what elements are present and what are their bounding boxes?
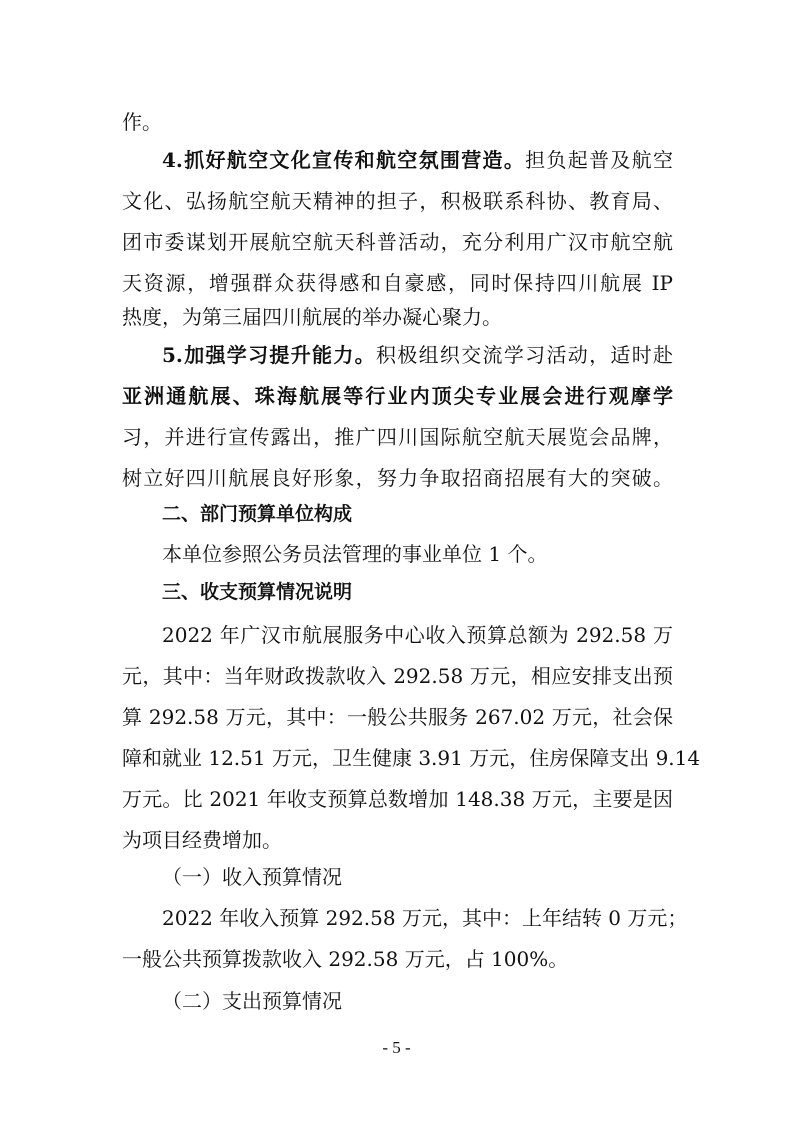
page-number: - 5 - [382, 1038, 411, 1057]
paragraph-line: 万元。比 2021 年收支预算总数增加 148.38 万元，主要是因 [122, 787, 673, 811]
paragraph-line: 作。 [122, 110, 162, 134]
paragraph-line: 算 292.58 万元，其中：一般公共服务 267.02 万元，社会保 [122, 705, 673, 729]
paragraph-line: 热度，为第三届四川航展的举办凝心聚力。 [122, 305, 502, 329]
paragraph-line: 天资源，增强群众获得感和自豪感，同时保持四川航展 IP [122, 271, 673, 295]
paragraph-line: 团市委谋划开展航空航天科普活动，充分利用广汉市航空航 [122, 230, 673, 254]
paragraph-line: 习，并进行宣传露出，推广四川国际航空航天展览会品牌， [122, 425, 673, 449]
paragraph-line: 元，其中：当年财政拨款收入 292.58 万元，相应安排支出预 [122, 664, 673, 688]
section-heading: 二、部门预算单位构成 [162, 503, 353, 525]
line-text: 积极组织交流学习活动，适时赴 [375, 343, 674, 367]
item-heading: 5.加强学习提升能力。 [162, 343, 376, 367]
paragraph-line: 文化、弘扬航空航天精神的担子，积极联系科协、教育局、 [122, 189, 673, 213]
subsection-heading: （一）收入预算情况 [162, 865, 342, 889]
paragraph-line: 本单位参照公务员法管理的事业单位 1 个。 [162, 542, 548, 566]
subsection-heading: （二）支出预算情况 [162, 989, 342, 1013]
paragraph-line: 为项目经费增加。 [122, 828, 282, 852]
paragraph-line: 2022 年收入预算 292.58 万元，其中：上年结转 0 万元； [162, 906, 688, 930]
paragraph-line [162, 335, 673, 375]
paragraph-line [162, 140, 673, 180]
paragraph-line: 树立好四川航展良好形象，努力争取招商招展有大的突破。 [122, 466, 673, 490]
item-heading: 4.抓好航空文化宣传和航空氛围营造。 [162, 148, 526, 172]
line-text: 担负起普及航空 [525, 148, 673, 172]
section-heading: 三、收支预算情况说明 [162, 581, 353, 603]
paragraph-line: 亚洲通航展、珠海航展等行业内顶尖专业展会进行观摩学 [122, 384, 673, 408]
paragraph-line: 障和就业 12.51 万元，卫生健康 3.91 万元，住房保障支出 9.14 [122, 746, 701, 770]
paragraph-line: 一般公共预算拨款收入 292.58 万元，占 100%。 [122, 947, 569, 971]
paragraph-line: 2022 年广汉市航展服务中心收入预算总额为 292.58 万 [162, 623, 673, 647]
